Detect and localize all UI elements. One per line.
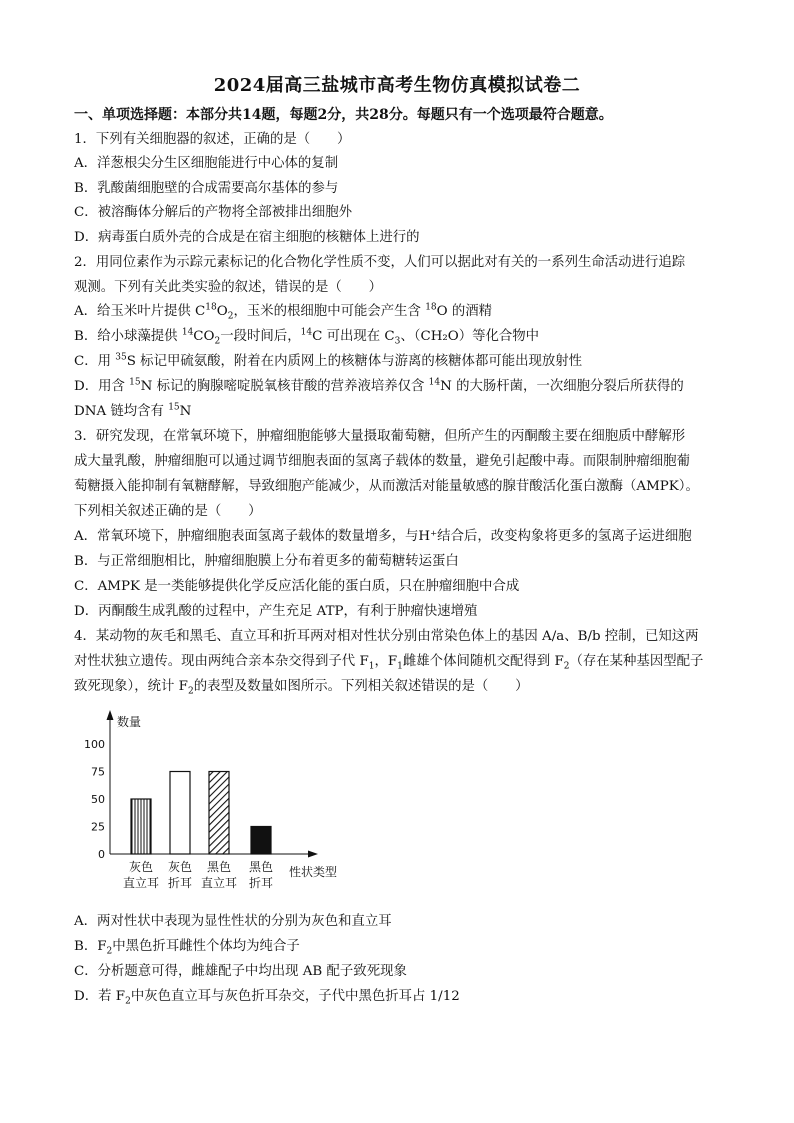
q1-option-b: B．乳酸菌细胞壁的合成需要高尔基体的参与 — [74, 181, 339, 196]
y-tick-label: 25 — [91, 820, 105, 834]
q2-option-d-cont: DNA 链均含有 $^{15}$N — [74, 402, 192, 419]
y-axis-title: 数量 — [117, 715, 142, 729]
page-title: 2024届高三盐城市高考生物仿真模拟试卷二 — [213, 75, 581, 96]
q2-stem-line2: 观测。下列有关此类实验的叙述，错误的是（ ） — [74, 280, 382, 295]
x-tick-labels — [123, 860, 273, 890]
q3-option-b: B．与正常细胞相比，肿瘤细胞膜上分布着更多的葡萄糖转运蛋白 — [74, 554, 459, 569]
y-tick-label: 50 — [91, 793, 105, 806]
q4-option-b: B．$F_2$中黑色折耳雌性个体均为纯合子 — [74, 939, 300, 957]
q2-option-c: C．用 $^{35}$S 标记甲硫氨酸，附着在内质网上的核糖体与游离的核糖体都可能出现放射性 — [74, 352, 583, 369]
bar — [170, 772, 190, 855]
q3-option-c: C．AMPK 是一类能够提供化学反应活化能的蛋白质，只在肿瘤细胞中合成 — [74, 579, 520, 594]
x-tick-label: 直立耳 — [122, 876, 160, 890]
q3-stem-line1: 3．研究发现，在常氧环境下，肿瘤细胞能够大量摄取葡萄糖，但所产生的丙酮酸主要在细胞质中酵解形 — [74, 429, 686, 444]
x-tick-label: 灰色 — [167, 860, 193, 874]
bars — [131, 772, 271, 855]
q3-stem-line4: 下列相关叙述正确的是（ ） — [74, 504, 262, 519]
q2-option-a: A．给玉米叶片提供 $C^{18}O_2$，玉米的根细胞中可能会产生含 $^{18}$O 的酒精 — [74, 302, 493, 322]
x-axis-title: 性状类型 — [289, 865, 338, 879]
x-axis-arrow — [308, 851, 318, 858]
x-tick-label: 灰色 — [128, 860, 154, 874]
q4-stem-line2: 对性状独立遗传。现由两纯合亲本杂交得到子代 $F_1$，$F_1$雌雄个体间随机交配得到 $F_2$（存在某种基因型配子 — [74, 654, 704, 672]
q1-option-d: D．病毒蛋白质外壳的合成是在宿主细胞的核糖体上进行的 — [74, 230, 420, 245]
y-tick-label: 75 — [91, 765, 105, 779]
q1-stem: 1．下列有关细胞器的叙述，正确的是（ ） — [74, 132, 351, 147]
x-tick-label: 黑色 — [206, 860, 232, 874]
q4-option-c: C．分析题意可得，雌雄配子中均出现 AB 配子致死现象 — [74, 964, 407, 979]
q3-option-a: A．常氧环境下，肿瘤细胞表面氢离子载体的数量增多，与H⁺结合后，改变构象将更多的氢离子运进细胞 — [74, 529, 692, 544]
q4-option-a: A．两对性状中表现为显性性状的分别为灰色和直立耳 — [74, 914, 392, 929]
q2-stem-line1: 2．用同位素作为示踪元素标记的化合物化学性质不变，人们可以据此对有关的一系列生命活动进行追踪 — [74, 255, 686, 270]
x-tick-label: 直立耳 — [200, 876, 238, 890]
q1-option-a: A．洋葱根尖分生区细胞能进行中心体的复制 — [74, 156, 339, 171]
q2-option-d: D．用含 $^{15}$N 标记的胸腺嘧啶脱氧核苷酸的营养液培养仅含 $^{14}$N 的大肠杆菌，一次细胞分裂后所获得的 — [74, 377, 684, 394]
y-tick-label: 100 — [84, 738, 105, 751]
q1-option-c: C．被溶酶体分解后的产物将全部被排出细胞外 — [74, 205, 353, 220]
q3-option-d: D．丙酮酸生成乳酸的过程中，产生充足 ATP，有利于肿瘤快速增殖 — [74, 604, 478, 619]
bar — [209, 772, 229, 855]
x-tick-label: 折耳 — [167, 876, 193, 890]
x-tick-label: 折耳 — [248, 876, 274, 890]
q3-stem-line3: 萄糖摄入能抑制有氧糖酵解，导致细胞产能减少，从而激活对能量敏感的腺苷酸活化蛋白激酶（AMPK）。 — [74, 479, 699, 494]
y-tick-label: 0 — [98, 848, 105, 861]
q2-option-b: B．给小球藻提供 $^{14}CO_2$一段时间后，$^{14}$C 可出现在 $C_3$、（CH₂O）等化合物中 — [74, 327, 540, 347]
section-heading: 一、单项选择题：本部分共14题，每题2分，共28分。每题只有一个选项最符合题意。 — [74, 107, 613, 123]
y-tick-labels — [84, 738, 105, 861]
q3-stem-line2: 成大量乳酸，肿瘤细胞可以通过调节细胞表面的氢离子载体的数量，避免引起酸中毒。而限制肿瘤细胞葡 — [74, 454, 690, 469]
x-tick-label: 黑色 — [248, 860, 274, 874]
q4-option-d: D．若 $F_2$中灰色直立耳与灰色折耳杂交，子代中黑色折耳占 1/12 — [74, 989, 460, 1007]
phenotype-bar-chart — [80, 706, 370, 896]
q4-stem-line1: 4．某动物的灰毛和黑毛、直立耳和折耳两对相对性状分别由常染色体上的基因 A/a、B/b 控制，已知这两 — [74, 629, 699, 644]
bar — [131, 799, 151, 854]
bar — [251, 827, 271, 855]
y-axis-arrow — [107, 710, 114, 720]
q4-stem-line3: 致死现象），统计 $F_2$的表型及数量如图所示。下列相关叙述错误的是（ ） — [74, 679, 529, 697]
